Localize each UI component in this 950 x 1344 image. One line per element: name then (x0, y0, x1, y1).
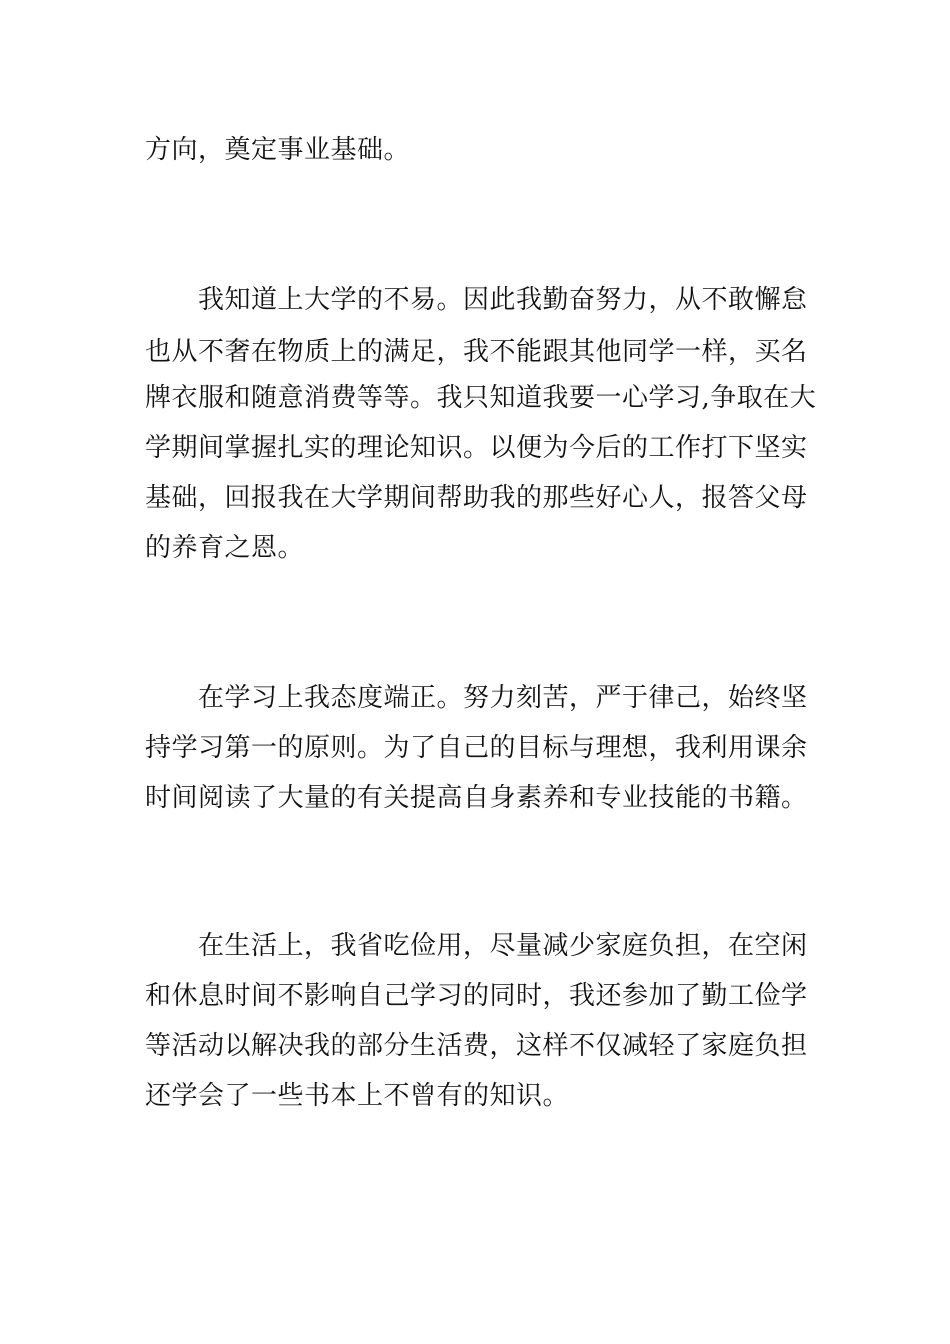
paragraph-2-line-5: 基础，回报我在大学期间帮助我的那些好心人，报答父母 (145, 483, 808, 513)
paragraph-2-line-1: 我知道上大学的不易。因此我勤奋努力，从不敢懈怠 (198, 285, 808, 315)
paragraph-2-line-3: 牌衣服和随意消费等等。我只知道我要一心学习,争取在大 (145, 383, 817, 413)
paragraph-3-line-2: 持学习第一的原则。为了自己的目标与理想，我利用课余 (145, 733, 808, 763)
paragraph-1-line-1: 方向，奠定事业基础。 (145, 135, 411, 165)
paragraph-3-line-1: 在学习上我态度端正。努力刻苦，严于律己，始终坚 (198, 683, 808, 713)
paragraph-4-line-1: 在生活上，我省吃俭用，尽量减少家庭负担，在空闲 (198, 931, 808, 961)
paragraph-4-line-4: 还学会了一些书本上不曾有的知识。 (145, 1081, 570, 1111)
paragraph-2-line-2: 也从不奢在物质上的满足，我不能跟其他同学一样，买名 (145, 337, 808, 367)
paragraph-3-line-3: 时间阅读了大量的有关提高自身素养和专业技能的书籍。 (145, 783, 808, 813)
paragraph-2-line-6: 的养育之恩。 (145, 533, 305, 563)
paragraph-4-line-2: 和休息时间不影响自己学习的同时，我还参加了勤工俭学 (145, 981, 808, 1011)
paragraph-4-line-3: 等活动以解决我的部分生活费，这样不仅减轻了家庭负担 (145, 1031, 808, 1061)
paragraph-2-line-4: 学期间掌握扎实的理论知识。以便为今后的工作打下坚实 (145, 433, 808, 463)
